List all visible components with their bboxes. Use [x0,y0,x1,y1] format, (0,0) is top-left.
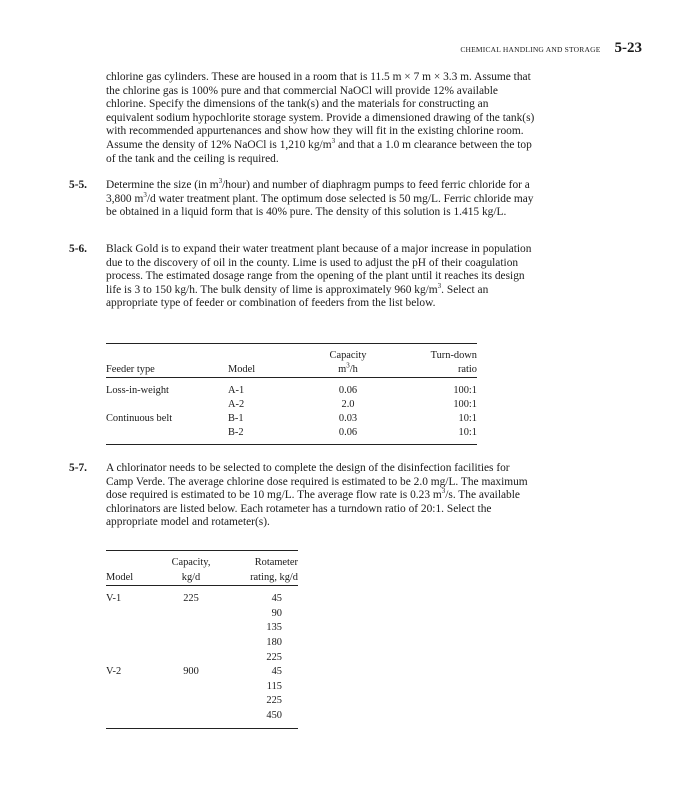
cell-turndown: 10:1 [458,413,477,424]
cell-feeder-type: Continuous belt [106,413,173,424]
cell-turndown: 100:1 [453,399,477,410]
superscript: 3 [218,177,223,186]
header-label: Capacity, [171,557,211,568]
header-label: Model [228,364,256,375]
header-label: rating, kg/d [250,571,298,583]
table-row [106,694,298,709]
problem-text-part: A chlorinator needs to be selected to complete the design of the disinfection facilities for Camp Verde. The average chlorine dose required is estimated to be 2.0 mg/L. The maximum dose required is estimated to be 10 mg/L. The average flow rate is 0.23 m [106,462,528,502]
cell-model [106,709,166,728]
cell-rating: 45 [271,593,282,605]
header-label: Model [106,571,134,583]
table-row [106,592,298,607]
cell-model: B-1 [228,413,244,424]
table-row [106,621,298,636]
running-head [460,40,642,57]
problem-text-part: /d water treatment plant. The optimum dose selected is 50 mg/L. Ferric chloride may be obtained in a liquid form that is 40% pure. The density of this solution is 1.415 kg/L. [106,192,534,219]
cell-model [106,680,166,695]
cell-model [106,694,166,709]
cell-rating: 180 [266,636,282,648]
header-label: Rotameter [254,557,298,568]
superscript: 3 [437,281,442,290]
cell-turndown: 10:1 [458,427,477,438]
header-label: kg/d [181,571,201,583]
continuation-paragraph [106,71,536,166]
page-number: 5-23 [614,40,642,56]
cell-capacity: 0.06 [338,385,358,396]
cell-rating: 135 [266,622,282,634]
problem-text-part: /s. The available chlorinators are listed below. Each rotameter has a turndown ratio of 20:1. Select the appropriate model and rotameter(s). [106,489,520,529]
header-label [303,363,393,377]
continuation-paragraph-text [106,71,536,166]
cell-capacity: 2.0 [341,399,355,410]
cell-model [106,621,166,636]
header-label: Feeder type [106,364,155,375]
cell-feeder-type [106,426,228,445]
header-feeder-type [106,344,228,378]
problem-5-5 [69,179,536,220]
problem-text [106,179,536,220]
cell-feeder-type: Loss-in-weight [106,385,169,396]
superscript: 3 [346,361,350,370]
cell-capacity [166,621,216,636]
problem-text [106,462,536,530]
cell-model: A-2 [228,399,245,410]
cell-model: V-2 [106,666,122,678]
cell-capacity: 225 [183,593,199,605]
cell-model: A-1 [228,385,245,396]
problem-number: 5-7. [69,462,88,474]
problem-text-part: . Select an appropriate type of feeder or combination of feeders from the list below. [106,283,489,310]
header-label: ratio [457,364,477,375]
table-row [106,384,477,398]
table-row [106,665,298,680]
paragraph-text-part: and that a 1.0 m clearance between the top of the tank and the ceiling is required. [106,138,532,165]
cell-capacity: 900 [183,666,199,678]
cell-model [106,651,166,666]
problem-number: 5-5. [69,179,88,191]
cell-capacity: 0.06 [338,427,358,438]
header-capacity [166,551,216,586]
cell-capacity [166,709,216,728]
header-capacity [303,344,393,378]
header-turndown [393,344,477,378]
cell-capacity: 0.03 [338,413,358,424]
header-rotameter [216,551,298,586]
cell-model [106,636,166,651]
table-row [106,398,477,412]
problem-text-part: /hour) and number of diaphragm pumps to feed ferric chloride for a 3,800 m [106,179,530,205]
cell-model: B-2 [228,427,244,438]
superscript: 3 [441,487,446,496]
table-row [106,680,298,695]
cell-rating: 45 [271,666,282,678]
running-head-section: CHEMICAL HANDLING AND STORAGE [460,45,601,54]
cell-capacity [166,607,216,622]
superscript: 3 [143,190,147,199]
problem-number: 5-6. [69,243,88,255]
cell-model [106,607,166,622]
header-model [228,344,303,378]
header-label: Turn-down [430,350,477,361]
cell-turndown: 100:1 [453,385,477,396]
cell-rating: 225 [266,695,282,707]
cell-capacity [166,680,216,695]
cell-model: V-1 [106,593,122,605]
chlorinator-table [106,550,298,729]
cell-capacity [166,636,216,651]
table-row [106,709,298,728]
cell-rating: 115 [266,680,282,692]
table-row [106,607,298,622]
cell-capacity [166,651,216,666]
table-row [106,636,298,651]
header-model [106,551,166,586]
header-label-part: m [338,364,347,375]
table-row [106,412,477,426]
cell-capacity [166,694,216,709]
cell-rating: 90 [271,607,282,619]
superscript: 3 [331,137,336,146]
cell-feeder-type [106,398,228,412]
table-row [106,426,477,445]
cell-rating: 225 [266,651,282,663]
feeder-table [106,343,477,445]
header-label: Capacity [329,350,367,361]
table-row [106,651,298,666]
problem-text-part: Black Gold is to expand their water treatment plant because of a major increase in population due to the discovery of oil in the county. Lime is used to adjust the pH of their coagulation process. The estimated dosage range from the opening of the plant until it reaches its design life is 3 to 150 kg/h. The bulk density of lime is approximately 960 kg/m [106,243,532,296]
paragraph-text-part: chlorine gas cylinders. These are housed in a room that is 11.5 m × 7 m × 3.3 m. Assume that the chlorine gas is 100% pure and that commercial NaOCl will provide 12% available chlorine. Specify the dimensions of the tank(s) and the materials for constructing an equivalent sodium hypochlorite storage system. Provide a dimensioned drawing of the tank(s) with recommended appurtenances and show how they will fit in the existing chlorine room. Assume the density of 12% NaOCl is 1,210 kg/m [106,71,535,151]
problem-5-7 [69,462,536,530]
problem-text [106,243,536,311]
cell-rating: 450 [266,709,282,721]
problem-5-6 [69,243,536,311]
header-label-part: /h [349,364,358,375]
problem-text-part: Determine the size (in m [106,179,219,191]
